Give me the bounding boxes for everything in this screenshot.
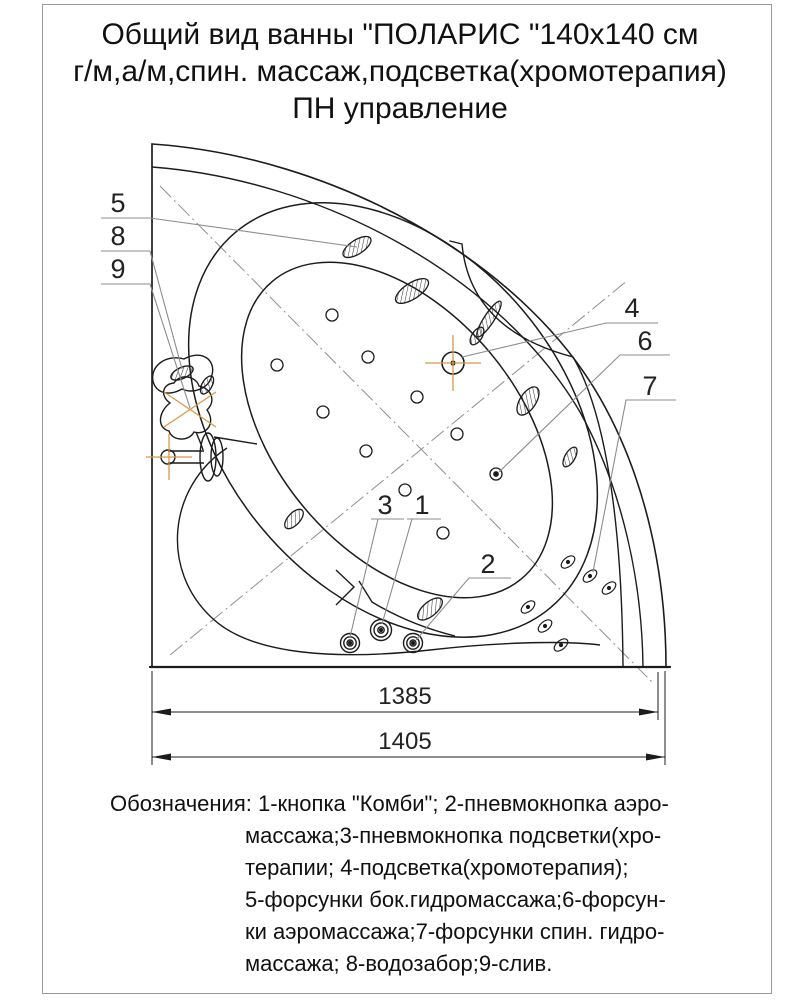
centerline-diagonal-1	[160, 186, 652, 682]
spin-jet-dot	[608, 587, 611, 590]
side-jet-icon	[198, 374, 217, 396]
title-line-2: г/м,а/м,спин. массаж,подсветка(хромотерапия)	[73, 55, 727, 88]
callout-7: 7	[642, 371, 658, 401]
spin-jet-icon	[552, 636, 570, 653]
aero-jet-icon	[317, 406, 329, 418]
legend-line-3: терапии; 4-подсветка(хромотерапия);	[245, 855, 629, 880]
arrow-icon	[646, 754, 665, 761]
aero-jet-icon	[271, 359, 283, 371]
side-jet-icon	[560, 445, 580, 469]
dimension-value-inner: 1385	[378, 683, 432, 710]
spin-jet-dot	[567, 561, 570, 564]
spinal-jets	[519, 553, 618, 653]
callout-5: 5	[110, 188, 126, 218]
callout-6: 6	[637, 326, 653, 356]
title-line-3: ПН управление	[292, 92, 508, 125]
aero-jet-icon	[399, 484, 411, 496]
callout-4: 4	[624, 293, 640, 323]
callout-3: 3	[377, 490, 393, 520]
button-dot	[380, 629, 383, 632]
arrow-icon	[152, 709, 171, 716]
legend-block	[110, 788, 730, 980]
arrow-icon	[152, 754, 171, 761]
leader-line-7	[593, 400, 676, 572]
side-jet-icon	[281, 506, 306, 532]
side-jet-icon	[513, 383, 544, 419]
spin-jet-icon	[536, 617, 554, 634]
spin-jet-dot	[560, 644, 563, 647]
aero-jet-icon	[362, 351, 374, 363]
legend-line-5: ки аэромассажа;7-форсунки спин. гидро-	[245, 919, 665, 944]
side-jet-icon	[414, 594, 446, 624]
spin-jet-dot	[589, 575, 592, 578]
spin-jet-dot	[544, 625, 547, 628]
spin-jet-icon	[559, 553, 577, 570]
button-dot	[412, 642, 415, 645]
spin-jet-icon	[519, 598, 537, 615]
aero-jet-icon	[326, 309, 338, 321]
callout-8: 8	[110, 221, 126, 251]
callout-9: 9	[110, 254, 126, 284]
legend-line-4: 5-форсунки бок.гидромассажа;6-форсун-	[245, 887, 666, 912]
title-line-1: Общий вид ванны "ПОЛАРИС "140х140 см	[101, 18, 699, 51]
bowl-floor-ellipse	[180, 204, 615, 657]
aero-jet-icon	[437, 527, 449, 539]
callout-1: 1	[414, 490, 430, 520]
arrow-icon	[639, 709, 658, 716]
dimension-value-outer: 1405	[378, 728, 432, 755]
callout-2: 2	[480, 549, 496, 579]
aero-jet-icon	[451, 428, 463, 440]
button-dot	[349, 642, 352, 645]
leader-line-9	[101, 284, 190, 408]
legend-line-1: Обозначения: 1-кнопка "Комби"; 2-пневмокнопка аэро-	[110, 791, 669, 816]
spin-jet-icon	[600, 579, 618, 596]
aero-jet-icon	[360, 445, 372, 457]
drain-knob-cap	[211, 438, 223, 476]
dimension-values	[378, 683, 431, 755]
aero-jet-icon	[411, 391, 423, 403]
leader-line-3	[350, 519, 404, 637]
aero-jet-target-icon	[490, 468, 502, 480]
side-hydro-jets	[198, 232, 580, 624]
spin-jet-dot	[527, 606, 530, 609]
axis-centerlines	[160, 186, 652, 682]
side-jet-icon	[467, 325, 486, 347]
legend-line-2: массажа;3-пневмокнопка подсветки(хро-	[245, 823, 662, 848]
accent-centerline-crosses	[146, 335, 481, 480]
combi-button-icon	[371, 620, 392, 641]
drain-cross-icon	[146, 434, 192, 480]
aero-jet-dot	[494, 472, 498, 476]
leader-line-5	[101, 218, 357, 247]
spin-jet-icon	[581, 567, 599, 584]
legend-line-6: массажа; 8-водозабор;9-слив.	[245, 951, 553, 976]
